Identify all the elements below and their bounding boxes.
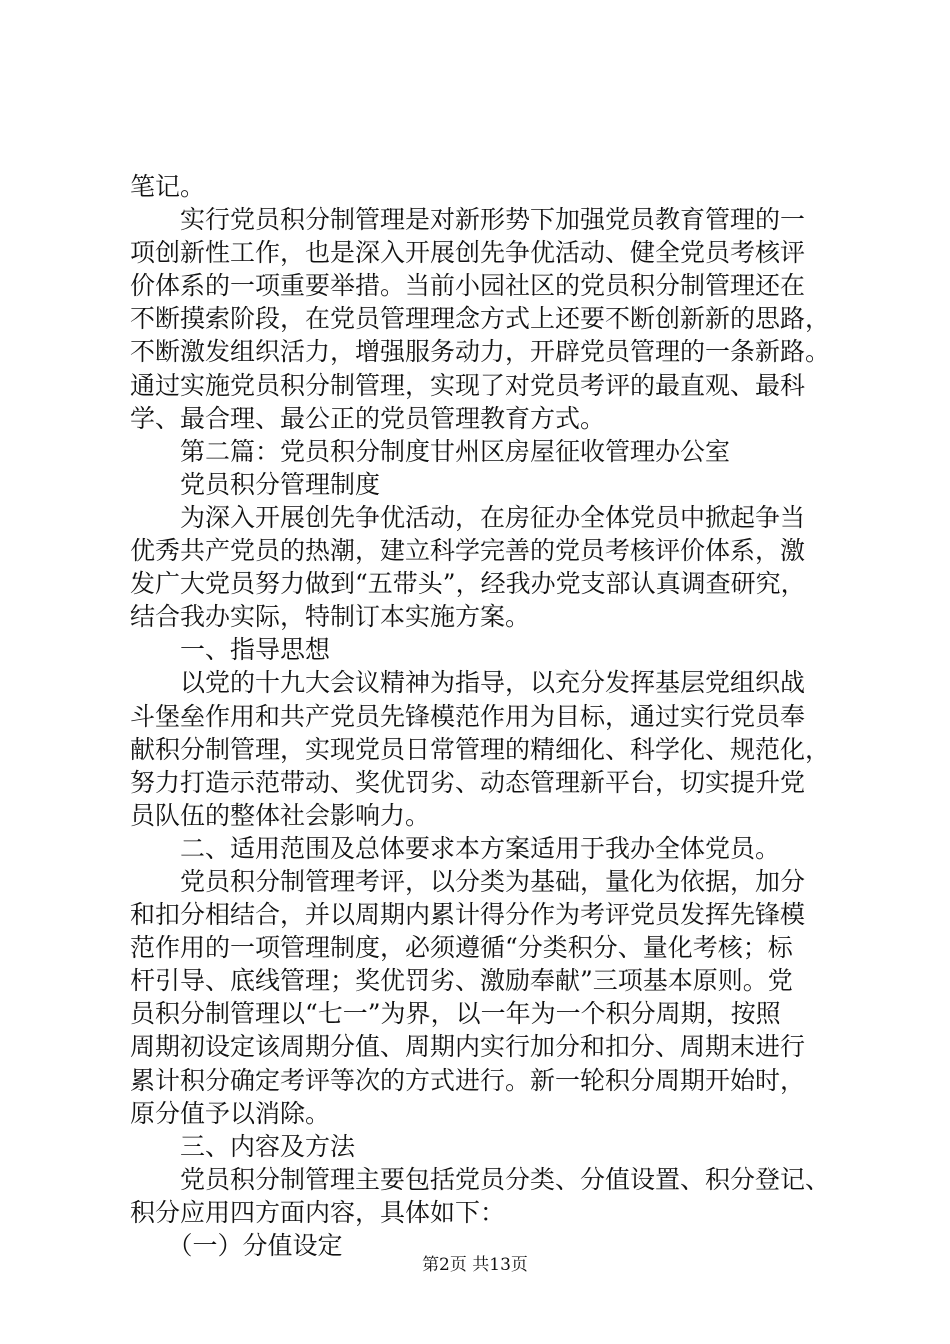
text-line: 累计积分确定考评等次的方式进行。新一轮积分周期开始时， <box>130 1065 806 1095</box>
text-line: 范作用的一项管理制度，必须遵循“分类积分、量化考核；标 <box>130 933 793 963</box>
text-line: 价体系的一项重要举措。当前小园社区的党员积分制管理还在 <box>130 271 806 301</box>
text-line: 实行党员积分制管理是对新形势下加强党员教育管理的一 <box>130 205 806 235</box>
text-line: 积分应用四方面内容，具体如下： <box>130 1197 506 1227</box>
text-line: 以党的十九大会议精神为指导，以充分发挥基层党组织战 <box>130 668 806 698</box>
text-line: 不断摸索阶段，在党员管理理念方式上还要不断创新新的思路， <box>130 304 830 334</box>
text-line: 项创新性工作，也是深入开展创先争优活动、健全党员考核评 <box>130 238 806 268</box>
text-line: 学、最合理、最公正的党员管理教育方式。 <box>130 403 606 433</box>
text-line: 笔记。 <box>130 172 206 201</box>
text-line: 为深入开展创先争优活动，在房征办全体党员中掀起争当 <box>130 502 806 532</box>
text-line: 员队伍的整体社会影响力。 <box>130 800 431 830</box>
text-line: 通过实施党员积分制管理，实现了对党员考评的最直观、最科 <box>130 370 806 400</box>
section-heading: 党员积分管理制度 <box>130 469 381 499</box>
page-number-footer: 第2页 共13页 <box>422 1255 528 1275</box>
text-line: 员积分制管理以“七一”为界，以一年为一个积分周期，按照 <box>130 999 781 1029</box>
section-heading: （一）分值设定 <box>130 1231 343 1260</box>
text-line: 杆引导、底线管理；奖优罚劣、激励奉献”三项基本原则。党 <box>130 966 793 996</box>
text-line: 努力打造示范带动、奖优罚劣、动态管理新平台，切实提升党 <box>130 767 806 797</box>
text-line: 优秀共产党员的热潮，建立科学完善的党员考核评价体系，激 <box>130 536 806 566</box>
text-line: 献积分制管理，实现党员日常管理的精细化、科学化、规范化， <box>130 734 830 764</box>
text-line: 党员积分制管理主要包括党员分类、分值设置、积分登记、 <box>130 1164 830 1194</box>
section-heading: 二、适用范围及总体要求本方案适用于我办全体党员。 <box>130 833 781 863</box>
text-line: 不断激发组织活力，增强服务动力，开辟党员管理的一条新路。 <box>130 337 830 367</box>
section-heading: 第二篇：党员积分制度甘州区房屋征收管理办公室 <box>130 436 731 466</box>
text-line: 和扣分相结合，并以周期内累计得分作为考评党员发挥先锋模 <box>130 900 806 930</box>
section-heading: 一、指导思想 <box>130 635 331 665</box>
text-line: 党员积分制管理考评，以分类为基础，量化为依据，加分 <box>130 866 806 896</box>
section-heading: 三、内容及方法 <box>130 1131 356 1161</box>
text-line: 结合我办实际，特制订本实施方案。 <box>130 602 531 632</box>
text-line: 周期初设定该周期分值、周期内实行加分和扣分、周期末进行 <box>130 1032 806 1062</box>
text-line: 原分值予以消除。 <box>130 1098 331 1128</box>
text-line: 发广大党员努力做到“五带头”，经我办党支部认真调查研究， <box>130 569 806 599</box>
text-line: 斗堡垒作用和共产党员先锋模范作用为目标，通过实行党员奉 <box>130 701 806 731</box>
document-body <box>130 170 830 1262</box>
